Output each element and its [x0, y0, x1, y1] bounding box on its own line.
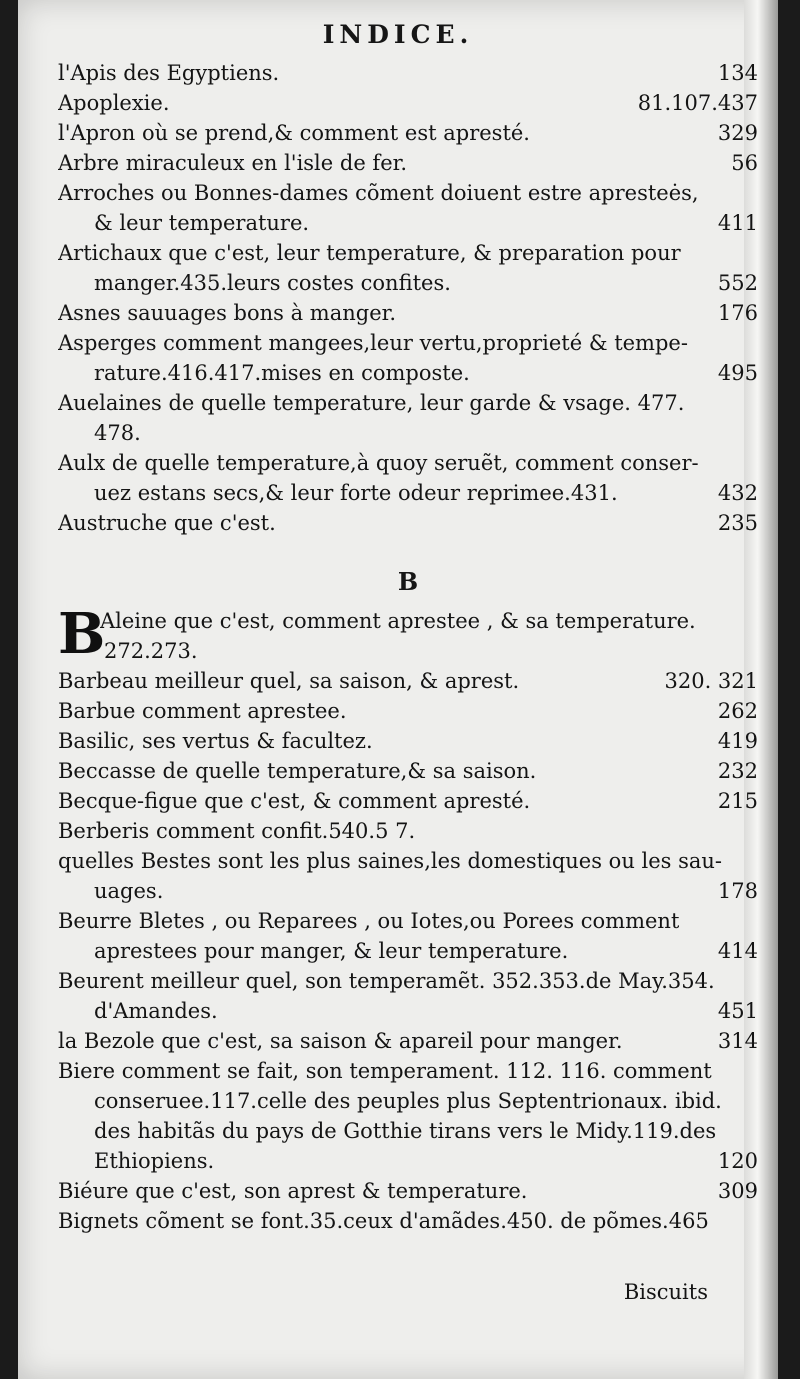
entry-text: Biere comment se fait, son temperament. 112. 116. comment: [58, 1059, 712, 1083]
entry-line: [58, 358, 758, 388]
entry-text: Aleine que c'est, comment aprestee , & sa temperature.: [100, 609, 696, 633]
entry-page-ref: 451: [717, 999, 758, 1023]
index-entry: [58, 726, 758, 756]
section-letter-b: B: [397, 567, 419, 596]
entry-page-ref: 414: [717, 939, 758, 963]
entry-page-ref: 134: [717, 61, 758, 85]
entry-page-ref: 262: [717, 699, 758, 723]
entry-text: Biéure que c'est, son aprest & temperature.: [58, 1179, 528, 1203]
index-entry: [58, 328, 758, 388]
entry-text: manger.435.leurs costes confites.: [94, 271, 451, 295]
entry-text: uages.: [94, 879, 164, 903]
entry-line: [58, 726, 758, 756]
index-entry: [58, 1176, 758, 1206]
index-entry: [58, 508, 758, 538]
entry-line: [58, 876, 758, 906]
entry-line: [58, 118, 758, 148]
index-entry: [58, 298, 758, 328]
entry-text: Barbeau meilleur quel, sa saison, & aprest.: [58, 669, 520, 693]
entry-page-ref: 309: [717, 1179, 758, 1203]
entry-line: [58, 268, 758, 298]
entry-line: [58, 666, 758, 696]
entry-line: [58, 906, 758, 936]
entry-text: d'Amandes.: [94, 999, 218, 1023]
entry-text: Beurre Bletes , ou Reparees , ou Iotes,ou Porees comment: [58, 909, 680, 933]
entry-text: Arroches ou Bonnes-dames cõment doiuent estre apresteės,: [58, 181, 699, 205]
entry-text: la Bezole que c'est, sa saison & apareil pour manger.: [58, 1029, 623, 1053]
entry-line: [58, 1206, 758, 1236]
entry-page-ref: 411: [717, 211, 758, 235]
entry-line: [58, 816, 758, 846]
entry-text: Bignets cõment se font.35.ceux d'amãdes.450. de põmes.465: [58, 1209, 709, 1233]
entry-page-ref: 56: [731, 151, 758, 175]
index-entry: [58, 846, 758, 906]
index-entry: [58, 816, 758, 846]
entry-text: Barbue comment aprestee.: [58, 699, 347, 723]
entry-line: [58, 388, 758, 418]
entry-text: & leur temperature.: [94, 211, 310, 235]
entry-line: [58, 418, 758, 448]
entry-text: Auelaines de quelle temperature, leur garde & vsage. 477.: [58, 391, 685, 415]
entry-page-ref: 432: [717, 481, 758, 505]
index-entry: [58, 238, 758, 298]
index-entry: [58, 966, 758, 1026]
entry-line: [58, 178, 758, 208]
index-entry-baleine: [58, 601, 758, 667]
entries-section-b: [58, 666, 758, 1236]
entry-line: [58, 148, 758, 178]
page-header: INDICE.: [322, 20, 474, 49]
entry-line: [58, 508, 758, 538]
entry-line: [58, 478, 758, 508]
entry-text: Ethiopiens.: [94, 1149, 215, 1173]
index-entry: [58, 786, 758, 816]
entry-page-ref: 329: [717, 121, 758, 145]
index-entry: [58, 448, 758, 508]
entry-text: conseruee.117.celle des peuples plus Septentrionaux. ibid.: [94, 1089, 722, 1113]
entry-page-ref: 320. 321: [664, 669, 758, 693]
entry-page-ref: 178: [717, 879, 758, 903]
entry-line: [58, 238, 758, 268]
entry-line: [58, 786, 758, 816]
entry-line: [58, 696, 758, 726]
entry-line: [58, 58, 758, 88]
entry-text: rature.416.417.mises en composte.: [94, 361, 470, 385]
entry-page-ref: 120: [717, 1149, 758, 1173]
entry-line: [58, 1146, 758, 1176]
entry-text: Basilic, ses vertus & facultez.: [58, 729, 373, 753]
entry-text: aprestees pour manger, & leur temperature.: [94, 939, 569, 963]
index-entries: [58, 58, 758, 1236]
index-entry: [58, 58, 758, 88]
index-entry: [58, 178, 758, 238]
entry-line: [58, 1056, 758, 1086]
entry-page-ref: 314: [717, 1029, 758, 1053]
entries-section-a: [58, 58, 758, 538]
entry-text: 478.: [94, 421, 141, 445]
entry-text: Asnes sauuages bons à manger.: [58, 301, 397, 325]
index-entry: [58, 1056, 758, 1176]
entry-text: Austruche que c'est.: [58, 511, 276, 535]
entry-text: Beccasse de quelle temperature,& sa saison.: [58, 759, 537, 783]
index-entry: [58, 148, 758, 178]
entry-page-ref: 552: [717, 271, 758, 295]
entry-text: Berberis comment confit.540.5 7.: [58, 819, 416, 843]
entry-text: Becque-figue que c'est, & comment apresté.: [58, 789, 531, 813]
entry-page-ref: 235: [717, 511, 758, 535]
entry-page-ref: 81.107.437: [637, 91, 758, 115]
entry-line: [58, 1086, 758, 1116]
entry-line: [100, 636, 758, 666]
entry-text: Artichaux que c'est, leur temperature, & preparation pour: [58, 241, 681, 265]
entry-line: [58, 1116, 758, 1146]
entry-line: [58, 298, 758, 328]
entry-text: des habitãs du pays de Gotthie tirans vers le Midy.119.des: [94, 1119, 717, 1143]
entry-text: Asperges comment mangees,leur vertu,proprieté & tempe-: [58, 331, 688, 355]
index-entry: [58, 88, 758, 118]
entry-page-ref: 495: [717, 361, 758, 385]
catchword: Biscuits: [623, 1280, 708, 1304]
entry-text: Beurent meilleur quel, son temperamẽt. 352.353.de May.354.: [58, 969, 715, 993]
entry-line: [58, 846, 758, 876]
entry-page-ref: 232: [717, 759, 758, 783]
index-entry: [58, 696, 758, 726]
entry-line: [100, 606, 758, 636]
entry-text: Arbre miraculeux en l'isle de fer.: [58, 151, 408, 175]
entry-page-ref: 215: [717, 789, 758, 813]
entry-line: [58, 208, 758, 238]
entry-line: [58, 448, 758, 478]
dropcap-letter: B: [58, 601, 106, 667]
entry-line: [58, 328, 758, 358]
entry-line: [58, 936, 758, 966]
book-page: [18, 0, 778, 1379]
index-entry: [58, 1206, 758, 1236]
index-entry: [58, 118, 758, 148]
index-entry: [58, 1026, 758, 1056]
entry-text: Apoplexie.: [58, 91, 170, 115]
entry-line: [58, 1026, 758, 1056]
entry-page-ref: 419: [717, 729, 758, 753]
entry-text: l'Apis des Egyptiens.: [58, 61, 280, 85]
index-entry: [58, 666, 758, 696]
index-entry: [58, 388, 758, 448]
entry-line: [58, 1176, 758, 1206]
entry-text: Aulx de quelle temperature,à quoy seruẽt, comment conser-: [58, 451, 699, 475]
entry-text: uez estans secs,& leur forte odeur reprimee.431.: [94, 481, 618, 505]
index-entry: [58, 756, 758, 786]
entry-text: 272.273.: [104, 639, 198, 663]
entry-text: l'Apron où se prend,& comment est apresté.: [58, 121, 530, 145]
entry-line: [58, 756, 758, 786]
entry-line: [58, 88, 758, 118]
entry-line: [58, 966, 758, 996]
index-entry: [58, 906, 758, 966]
entry-text: quelles Bestes sont les plus saines,les domestiques ou les sau-: [58, 849, 723, 873]
entry-line: [58, 996, 758, 1026]
entry-page-ref: 176: [717, 301, 758, 325]
